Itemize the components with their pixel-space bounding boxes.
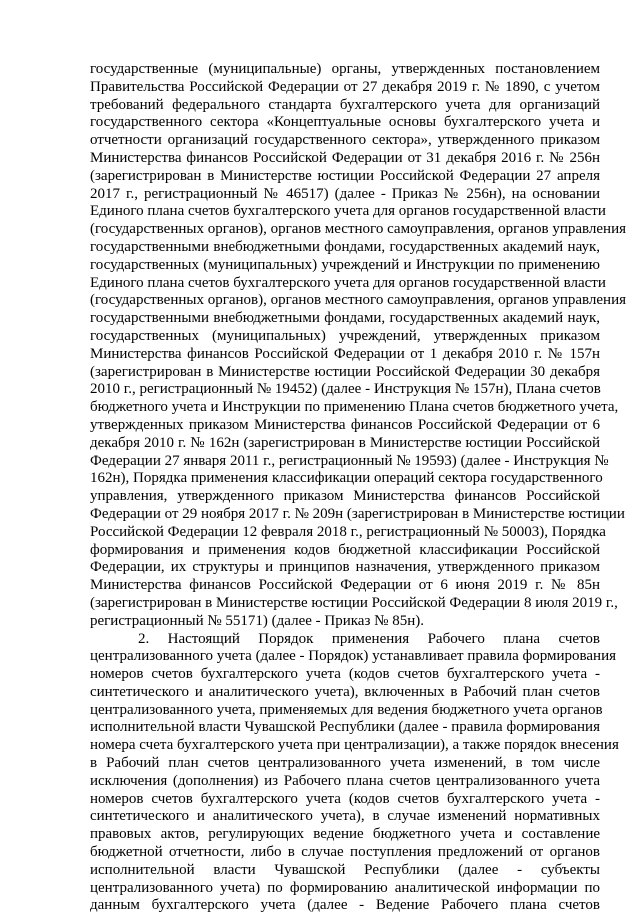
- text-line: (зарегистрирован в Министерстве юстиции Российской Федерации 8 июля 2019 г.,: [90, 594, 618, 611]
- text-line: исполнительной власти Чувашской Республики (далее - правила формирования: [90, 719, 600, 736]
- text-line: исключения (дополнения) из Рабочего плана счетов централизованного учета: [90, 772, 600, 789]
- text-line: государственных (муниципальных) учреждений и Инструкции по применению: [90, 256, 600, 273]
- text-line: бюджетной отчетности, либо в случае поступления предложений от органов: [90, 844, 600, 861]
- text-line: Министерства финансов Российской Федерации от 6 июня 2019 г. № 85н: [90, 577, 600, 594]
- text-line: (зарегистрирован в Министерстве юстиции Российской Федерации 27 апреля: [90, 167, 600, 184]
- text-line: в Рабочий план счетов централизованного учета изменений, в том числе: [90, 755, 600, 772]
- text-line: государственных (муниципальных) учреждений, утвержденных приказом: [90, 327, 600, 344]
- text-line: требований федерального стандарта бухгалтерского учета для организаций: [90, 96, 600, 113]
- text-line: данным бухгалтерского учета (далее - Ведение Рабочего плана счетов: [90, 897, 600, 914]
- text-line: (государственных органов), органов местного самоуправления, органов управления: [90, 292, 627, 309]
- text-line: Министерства финансов Российской Федерации от 1 декабря 2010 г. № 157н: [90, 345, 600, 362]
- text-line: государственные (муниципальные) органы, утвержденных постановлением: [90, 61, 600, 77]
- paragraph-2-first-line: 2. Настоящий Порядок применения Рабочего плана счетов: [138, 630, 600, 647]
- text-line: декабря 2010 г. № 162н (зарегистрирован в Министерстве юстиции Российской: [90, 434, 600, 451]
- text-line: (зарегистрирован в Министерстве юстиции Российской Федерации 30 декабря: [90, 363, 600, 380]
- text-line: Единого плана счетов бухгалтерского учета для органов государственной власти: [90, 274, 606, 291]
- paragraph-end-line: регистрационный № 55171) (далее - Приказ № 85н).: [90, 612, 424, 629]
- text-line: Министерства финансов Российской Федерации от 31 декабря 2016 г. № 256н: [90, 149, 600, 166]
- text-line: правовых актов, регулирующих ведение бюджетного учета и составление: [90, 826, 600, 843]
- text-line: бюджетного учета и Инструкции по применению Плана счетов бюджетного учета,: [90, 399, 619, 416]
- text-line: отчетности организаций государственного сектора», утвержденного приказом: [90, 132, 600, 149]
- text-line: Единого плана счетов бухгалтерского учета для органов государственной власти: [90, 203, 606, 220]
- text-line: (государственных органов), органов местного самоуправления, органов управления: [90, 221, 627, 238]
- text-line: 162н), Порядка применения классификации операций сектора государственного: [90, 470, 603, 487]
- text-line: номеров счетов бухгалтерского учета (кодов счетов бухгалтерского учета -: [90, 666, 600, 683]
- text-line: номера счета бухгалтерского учета при централизации), а также порядок внесения: [90, 737, 619, 754]
- text-line: централизованного учета (далее - Порядок) устанавливает правила формирования: [90, 648, 617, 665]
- text-line: государственными внебюджетными фондами, государственных академий наук,: [90, 310, 600, 327]
- text-line: синтетического и аналитического учета), включенных в Рабочий план счетов: [90, 683, 600, 700]
- text-line: 2017 г., регистрационный № 46517) (далее - Приказ № 256н), на основании: [90, 185, 600, 202]
- document-body: [90, 61, 627, 915]
- text-line: управления, утвержденного приказом Министерства финансов Российской: [90, 488, 600, 505]
- text-line: утвержденных приказом Министерства финансов Российской Федерации от 6: [90, 416, 600, 433]
- text-line: 2010 г., регистрационный № 19452) (далее - Инструкция № 157н), Плана счетов: [90, 381, 601, 398]
- text-line: централизованного учета, применяемых для ведения бюджетного учета органов: [90, 701, 603, 718]
- text-line: синтетического и аналитического учета), в случае изменений нормативных: [90, 808, 600, 825]
- text-line: государственного сектора «Концептуальные основы бухгалтерского учета и: [90, 114, 600, 131]
- text-line: Российской Федерации 12 февраля 2018 г., регистрационный № 50003), Порядка: [90, 523, 606, 540]
- text-line: Федерации, их структуры и принципов назначения, утвержденного приказом: [90, 559, 600, 576]
- text-line: формирования и применения кодов бюджетной классификации Российской: [90, 541, 600, 558]
- text-line: централизованного учета) по формированию аналитической информации по: [90, 879, 600, 896]
- text-line: номеров счетов бухгалтерского учета (кодов счетов бухгалтерского учета -: [90, 790, 600, 807]
- text-line: Федерации 27 января 2011 г., регистрационный № 19593) (далее - Инструкция №: [90, 452, 609, 469]
- text-line: исполнительной власти Чувашской Республики (далее - субъекты: [90, 861, 600, 878]
- text-line: Федерации от 29 ноября 2017 г. № 209н (зарегистрирован в Министерстве юстиции: [90, 505, 625, 522]
- text-line: Правительства Российской Федерации от 27 декабря 2019 г. № 1890, с учетом: [90, 78, 600, 95]
- text-line: государственными внебюджетными фондами, государственных академий наук,: [90, 238, 600, 255]
